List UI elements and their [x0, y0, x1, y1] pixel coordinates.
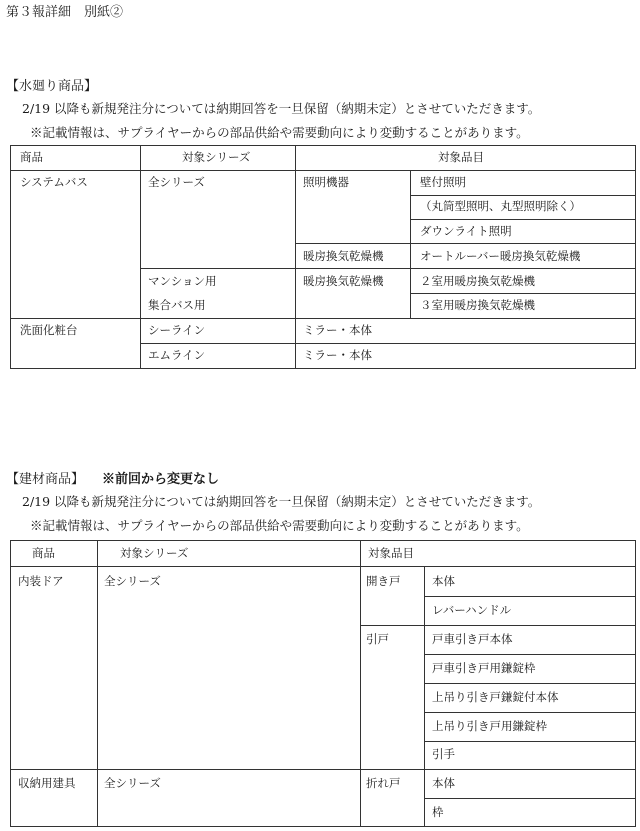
- cell-category: 暖房換気乾燥機: [303, 249, 384, 263]
- cell-series: 集合バス用: [148, 298, 206, 312]
- header-series: 対象シリーズ: [182, 150, 251, 164]
- cell-series: 全シリーズ: [104, 574, 161, 588]
- cell-item: 本体: [432, 776, 455, 790]
- cell-product: 洗面化粧台: [20, 323, 78, 337]
- cell-series: エムライン: [148, 348, 206, 362]
- section2-line1: 2/19 以降も新規発注分については納期回答を一旦保留（納期未定）とさせていただきます。: [22, 494, 541, 509]
- header-series: 対象シリーズ: [120, 546, 189, 560]
- cell-category: 照明機器: [303, 175, 349, 189]
- cell-item: レバーハンドル: [432, 603, 512, 617]
- cell-item: 本体: [432, 574, 455, 588]
- cell-item: 上吊り引き戸鎌錠付本体: [432, 690, 559, 704]
- cell-item: ダウンライト照明: [420, 224, 512, 238]
- cell-item: 枠: [432, 805, 444, 819]
- section2-title-row: [6, 473, 219, 486]
- section2-title: 【建材商品】: [6, 472, 85, 487]
- cell-item: ミラー・本体: [303, 323, 372, 337]
- header-items: 対象品目: [368, 546, 414, 560]
- section2-line2: ※記載情報は、サプライヤーからの部品供給や需要動向により変動することがあります。: [30, 518, 529, 533]
- cell-product: 内装ドア: [18, 574, 64, 588]
- cell-series: 全シリーズ: [148, 175, 205, 189]
- cell-series: マンション用: [148, 274, 217, 288]
- cell-series: シーライン: [148, 323, 206, 337]
- cell-item: オートルーバー暖房換気乾燥機: [420, 249, 581, 263]
- header-product: 商品: [20, 150, 43, 164]
- header-product: 商品: [32, 546, 55, 560]
- header-items: 対象品目: [438, 150, 484, 164]
- cell-item: 壁付照明: [420, 175, 466, 189]
- page-header: 第３報詳細 別紙②: [6, 5, 124, 20]
- cell-item: ２室用暖房換気乾燥機: [420, 274, 535, 288]
- cell-category: 引戸: [366, 632, 389, 646]
- cell-category: 折れ戸: [366, 776, 401, 790]
- section2-note: ※前回から変更なし: [102, 472, 220, 487]
- cell-series: 全シリーズ: [104, 776, 161, 790]
- section1-line1: 2/19 以降も新規発注分については納期回答を一旦保留（納期未定）とさせていただきます。: [22, 101, 541, 116]
- cell-item: 引手: [432, 747, 455, 761]
- cell-category: 開き戸: [366, 574, 401, 588]
- cell-product: 収納用建具: [18, 776, 76, 790]
- cell-item: 戸車引き戸用鎌錠枠: [432, 661, 536, 675]
- cell-item: （丸筒型照明、丸型照明除く）: [420, 199, 581, 213]
- section1-line2: ※記載情報は、サプライヤーからの部品供給や需要動向により変動することがあります。: [30, 125, 529, 140]
- cell-item: 上吊り引き戸用鎌錠枠: [432, 719, 547, 733]
- cell-item: 戸車引き戸本体: [432, 632, 513, 646]
- cell-product: システムバス: [20, 175, 88, 189]
- cell-category: 暖房換気乾燥機: [303, 274, 384, 288]
- section1-title: 【水廻り商品】: [6, 79, 98, 94]
- cell-item: ミラー・本体: [303, 348, 372, 362]
- cell-item: ３室用暖房換気乾燥機: [420, 298, 535, 312]
